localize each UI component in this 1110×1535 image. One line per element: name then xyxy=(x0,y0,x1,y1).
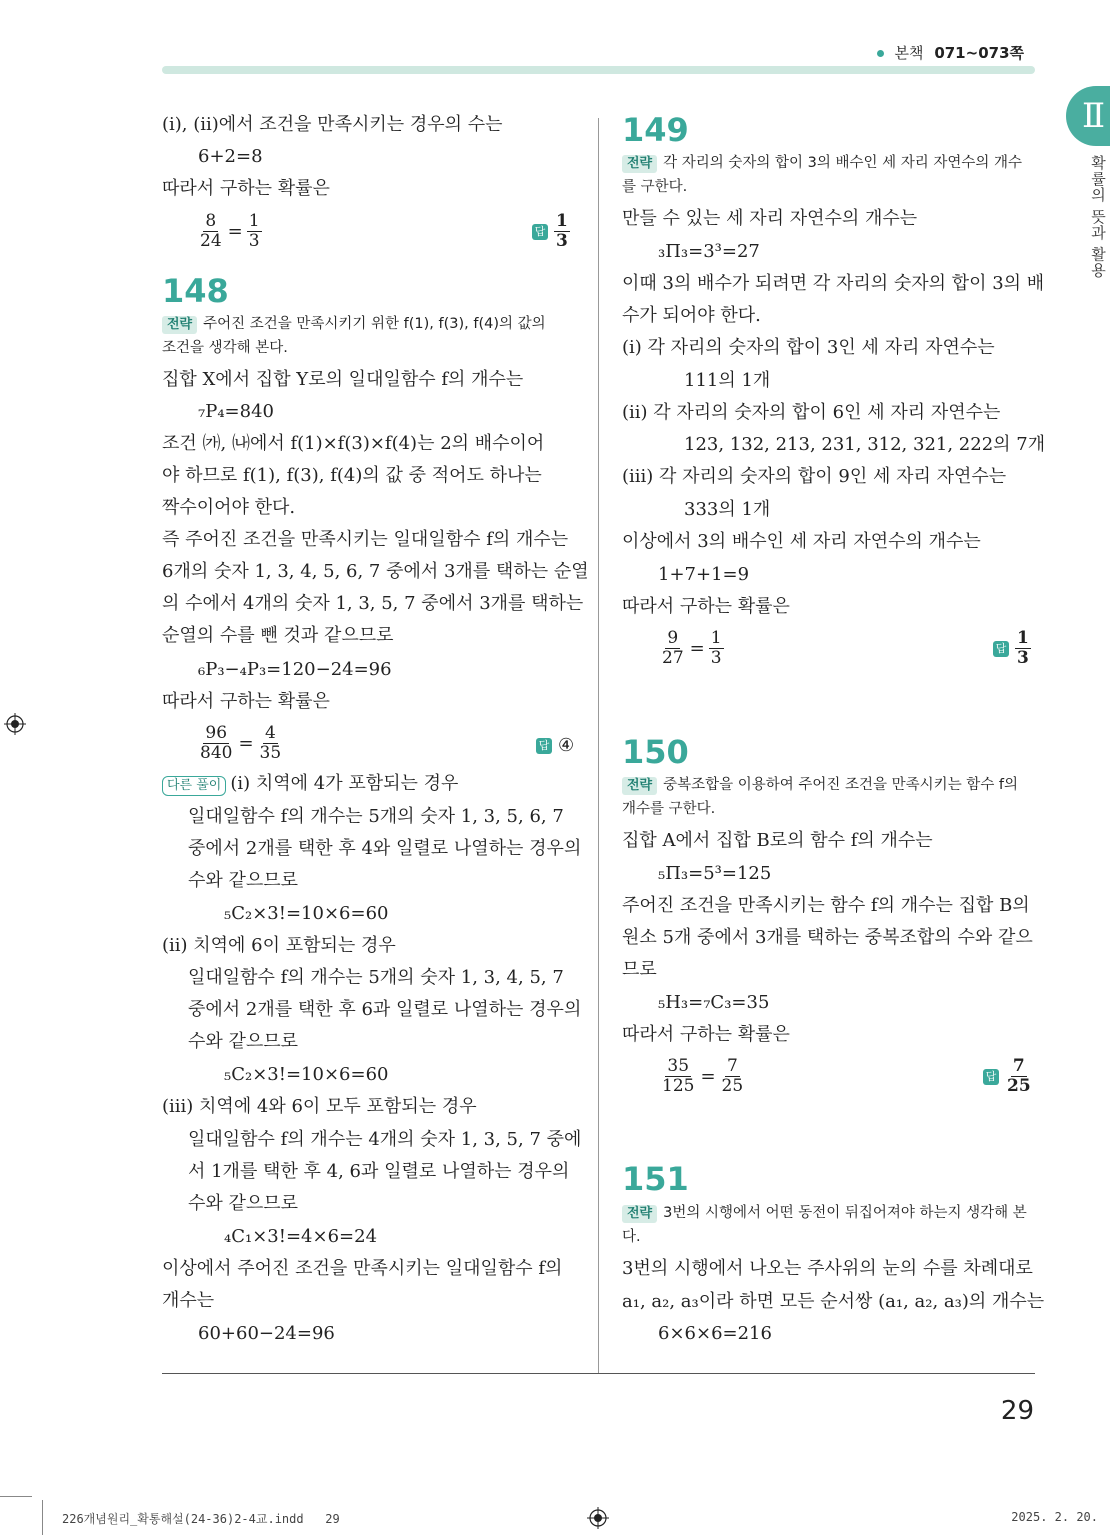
text-line: 이상에서 3의 배수인 세 자리 자연수의 개수는 xyxy=(622,531,981,552)
numerator: 96 xyxy=(205,723,228,743)
strategy-badge: 전략 xyxy=(162,316,197,334)
fraction xyxy=(660,629,686,668)
fraction xyxy=(1015,629,1031,668)
fraction xyxy=(720,1057,746,1096)
text-line: 일대일함수 f의 개수는 5개의 숫자 1, 3, 5, 6, 7 xyxy=(188,806,564,827)
denominator: 3 xyxy=(248,231,260,251)
registration-mark-icon xyxy=(587,1507,609,1529)
text-line: 서 1개를 택한 후 4, 6과 일렬로 나열하는 경우의 xyxy=(188,1161,570,1182)
strategy-badge: 전략 xyxy=(622,155,657,173)
text-line: (ⅰ) 치역에 4가 포함되는 경우 xyxy=(230,773,459,794)
denominator: 3 xyxy=(1017,648,1029,668)
numerator: 1 xyxy=(556,211,568,231)
text-line: 의 수에서 4개의 숫자 1, 3, 5, 7 중에서 3개를 택하는 xyxy=(162,593,584,614)
strategy-text: 3번의 시행에서 어떤 동전이 뒤집어져야 하는지 생각해 본 xyxy=(663,1205,1027,1221)
text-line: 짝수이어야 한다. xyxy=(162,497,296,518)
denominator: 35 xyxy=(259,743,282,763)
text-line: ₃Π₃=3³=27 xyxy=(658,241,760,262)
text-line: 따라서 구하는 확률은 xyxy=(162,691,330,712)
footer-filename: 226개념원리_확통해설(24-36)2-4교.indd 29 xyxy=(62,1512,340,1526)
strategy-badge: 전략 xyxy=(622,1205,657,1223)
text-line: 123, 132, 213, 231, 312, 321, 222의 7개 xyxy=(684,434,1046,455)
text-line: ₅C₂×3!=10×6=60 xyxy=(224,1064,389,1085)
chapter-title: 확률의 뜻과 활용 xyxy=(1089,155,1107,279)
text-line: (ⅰ), (ⅱ)에서 조건을 만족시키는 경우의 수는 xyxy=(162,114,503,135)
denominator: 24 xyxy=(200,231,222,251)
text-line: 조건 ㈎, ㈏에서 f(1)×f(3)×f(4)는 2의 배수이어 xyxy=(162,433,545,454)
numerator: 35 xyxy=(667,1056,690,1076)
text-line: 즉 주어진 조건을 만족시키는 일대일함수 f의 개수는 xyxy=(162,529,569,550)
strategy-text: 를 구한다. xyxy=(622,179,688,195)
numerator: 7 xyxy=(726,1056,738,1076)
header-label: 본책 xyxy=(894,44,924,62)
denominator: 840 xyxy=(200,743,233,763)
denominator: 3 xyxy=(710,648,722,668)
text-line: (ⅱ) 치역에 6이 포함되는 경우 xyxy=(162,935,396,956)
page-number: 29 xyxy=(1000,1396,1034,1426)
text-line: 이상에서 주어진 조건을 만족시키는 일대일함수 f의 xyxy=(162,1258,563,1279)
fraction xyxy=(198,724,234,763)
numerator: 8 xyxy=(205,211,217,231)
numerator: 4 xyxy=(264,723,276,743)
fraction xyxy=(198,212,224,251)
bottom-rule xyxy=(162,1373,1035,1374)
alt-solution-header xyxy=(162,773,458,796)
text-line: 원소 5개 중에서 3개를 택하는 중복조합의 수와 같으 xyxy=(622,927,1033,948)
strategy-text: 주어진 조건을 만족시키기 위한 f(1), f(3), f(4)의 값의 xyxy=(203,316,546,332)
bullet-icon xyxy=(877,50,884,57)
strategy-text: 조건을 생각해 본다. xyxy=(162,340,288,356)
answer xyxy=(536,735,574,756)
crop-mark xyxy=(0,1496,32,1497)
text-line: 60+60−24=96 xyxy=(198,1323,335,1344)
text-line: 6+2=8 xyxy=(198,146,263,167)
strategy xyxy=(622,773,1018,821)
equation: $\frac{9}{27}$ = $\frac{1}{3}$ xyxy=(662,628,722,668)
text-line: 순열의 수를 뺀 것과 같으므로 xyxy=(162,625,394,646)
equation: $\frac{96}{840}$ = $\frac{4}{35}$ xyxy=(200,723,282,763)
text-line: 1+7+1=9 xyxy=(658,564,750,585)
denominator: 27 xyxy=(662,648,684,668)
text-line: 만들 수 있는 세 자리 자연수의 개수는 xyxy=(622,208,918,229)
text-line: 일대일함수 f의 개수는 4개의 숫자 1, 3, 5, 7 중에 xyxy=(188,1129,582,1150)
text-line: 따라서 구하는 확률은 xyxy=(622,1024,790,1045)
text-line: ₇P₄=840 xyxy=(198,401,274,422)
numerator: 7 xyxy=(1012,1056,1025,1076)
answer-value: ④ xyxy=(558,735,575,756)
equation: $\frac{35}{125}$ = $\frac{7}{25}$ xyxy=(662,1056,744,1096)
crop-mark xyxy=(42,1500,43,1535)
text-line: ₅Π₃=5³=125 xyxy=(658,863,772,884)
text-line: 수와 같으므로 xyxy=(188,870,299,891)
strategy xyxy=(162,312,546,360)
fraction xyxy=(247,212,262,251)
text-line: 따라서 구하는 확률은 xyxy=(162,178,330,199)
answer xyxy=(532,212,570,251)
text-line: 수와 같으므로 xyxy=(188,1193,299,1214)
fraction xyxy=(258,724,284,763)
text-line: ₄C₁×3!=4×6=24 xyxy=(224,1226,378,1247)
text-line: 111의 1개 xyxy=(684,370,771,391)
problem-number: 151 xyxy=(622,1160,689,1198)
answer-mark: 답 xyxy=(993,641,1009,657)
footer-date: 2025. 2. 20. xyxy=(1011,1510,1098,1524)
problem-number: 149 xyxy=(622,111,689,149)
header-reference xyxy=(877,42,1024,63)
denominator: 25 xyxy=(721,1076,744,1096)
strategy xyxy=(622,151,1022,199)
text-line: (ⅰ) 각 자리의 숫자의 합이 3인 세 자리 자연수는 xyxy=(622,337,995,358)
numerator: 1 xyxy=(1017,628,1029,648)
text-line: 이때 3의 배수가 되려면 각 자리의 숫자의 합이 3의 배 xyxy=(622,273,1045,294)
text-line: 주어진 조건을 만족시키는 함수 f의 개수는 집합 B의 xyxy=(622,895,1030,916)
problem-number: 148 xyxy=(162,272,229,310)
text-line: 집합 X에서 집합 Y로의 일대일함수 f의 개수는 xyxy=(162,369,524,390)
fraction xyxy=(554,212,570,251)
header-bar xyxy=(162,66,1035,74)
text-line: 야 하므로 f(1), f(3), f(4)의 값 중 적어도 하나는 xyxy=(162,465,542,486)
numerator: 1 xyxy=(248,211,260,231)
strategy xyxy=(622,1201,1027,1249)
answer-mark: 답 xyxy=(983,1069,999,1085)
equation: $\frac{8}{24}$ = $\frac{1}{3}$ xyxy=(200,211,260,251)
text-line: 집합 A에서 집합 B로의 함수 f의 개수는 xyxy=(622,830,933,851)
numerator: 1 xyxy=(710,628,722,648)
denominator: 3 xyxy=(556,231,568,251)
fraction xyxy=(709,629,724,668)
text-line: ₅H₃=₇C₃=35 xyxy=(658,992,770,1013)
numerator: 9 xyxy=(667,628,679,648)
text-line: 개수는 xyxy=(162,1290,215,1311)
text-line: 수와 같으므로 xyxy=(188,1031,299,1052)
chapter-numeral: Ⅱ xyxy=(1082,96,1106,136)
text-line: (ⅱ) 각 자리의 숫자의 합이 6인 세 자리 자연수는 xyxy=(622,402,1001,423)
fraction xyxy=(660,1057,696,1096)
strategy-text: 다. xyxy=(622,1229,641,1245)
column-divider xyxy=(598,118,599,1374)
fraction xyxy=(1005,1057,1033,1096)
text-line: 므로 xyxy=(622,959,657,980)
chapter-tab xyxy=(1066,86,1110,146)
text-line: ₆P₃−₄P₃=120−24=96 xyxy=(198,659,392,680)
text-line: 중에서 2개를 택한 후 6과 일렬로 나열하는 경우의 xyxy=(188,999,582,1020)
text-line: ₅C₂×3!=10×6=60 xyxy=(224,903,389,924)
text-line: 333의 1개 xyxy=(684,499,771,520)
header-pages: 071~073쪽 xyxy=(934,44,1024,62)
answer-mark: 답 xyxy=(532,224,548,240)
text-line: 수가 되어야 한다. xyxy=(622,305,761,326)
text-line: 6×6×6=216 xyxy=(658,1323,772,1344)
strategy-badge: 전략 xyxy=(622,777,657,795)
answer-mark: 답 xyxy=(536,738,552,754)
text-line: 중에서 2개를 택한 후 4와 일렬로 나열하는 경우의 xyxy=(188,838,582,859)
answer xyxy=(983,1057,1033,1096)
problem-number: 150 xyxy=(622,733,689,771)
text-line: 따라서 구하는 확률은 xyxy=(622,596,790,617)
strategy-text: 각 자리의 숫자의 합이 3의 배수인 세 자리 자연수의 개수 xyxy=(663,155,1022,171)
registration-mark-icon xyxy=(4,713,26,735)
text-line: a₁, a₂, a₃이라 하면 모든 순서쌍 (a₁, a₂, a₃)의 개수는 xyxy=(622,1291,1045,1312)
text-line: (ⅲ) 각 자리의 숫자의 합이 9인 세 자리 자연수는 xyxy=(622,466,1007,487)
denominator: 25 xyxy=(1007,1076,1031,1096)
answer xyxy=(993,629,1031,668)
text-line: 3번의 시행에서 나오는 주사위의 눈의 수를 차례대로 xyxy=(622,1258,1033,1279)
denominator: 125 xyxy=(662,1076,695,1096)
alt-solution-badge: 다른 풀이 xyxy=(162,776,226,796)
strategy-text: 개수를 구한다. xyxy=(622,801,716,817)
text-line: (ⅲ) 치역에 4와 6이 모두 포함되는 경우 xyxy=(162,1096,477,1117)
text-line: 6개의 숫자 1, 3, 4, 5, 6, 7 중에서 3개를 택하는 순열 xyxy=(162,561,589,582)
text-line: 일대일함수 f의 개수는 5개의 숫자 1, 3, 4, 5, 7 xyxy=(188,967,564,988)
strategy-text: 중복조합을 이용하여 주어진 조건을 만족시키는 함수 f의 xyxy=(663,777,1019,793)
